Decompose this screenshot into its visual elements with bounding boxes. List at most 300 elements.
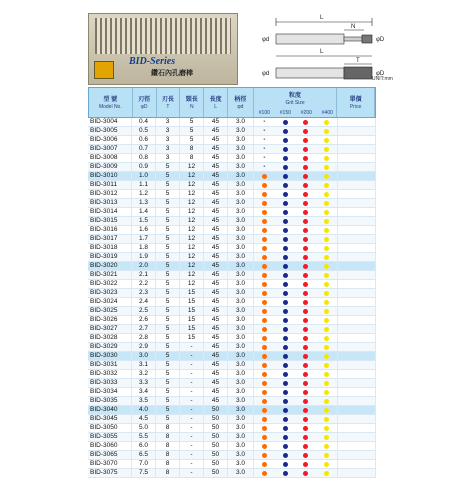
cell-neck-len: 5 [180, 118, 204, 126]
grit-slot [254, 280, 275, 288]
cell-length: 45 [204, 226, 228, 234]
cell-length: 45 [204, 316, 228, 324]
grit-available-dot-icon [303, 246, 308, 251]
grit-available-dot-icon [324, 408, 329, 413]
grit-slot [296, 451, 317, 459]
cell-grit-availability [254, 208, 338, 216]
cell-grit-availability [254, 136, 338, 144]
cell-model: BID-3040 [88, 406, 132, 414]
grit-available-dot-icon [283, 291, 288, 296]
grit-slot [296, 370, 317, 378]
cell-neck-len: - [180, 343, 204, 351]
dim-d-top: φd [262, 37, 270, 43]
cell-price [338, 217, 376, 225]
cell-price [338, 226, 376, 234]
cell-shank-dia: 3.0 [228, 289, 254, 297]
grit-available-dot-icon [283, 138, 288, 143]
table-row [88, 208, 376, 217]
cell-grit-availability [254, 253, 338, 261]
dim-D-top: φD [376, 37, 385, 43]
grit-available-dot-icon [283, 255, 288, 260]
grit-available-dot-icon [303, 210, 308, 215]
cell-blade-len: 8 [156, 451, 180, 459]
cell-dia: 0.5 [132, 127, 156, 135]
grit-available-dot-icon [303, 381, 308, 386]
cell-neck-len: 12 [180, 199, 204, 207]
grit-available-dot-icon [262, 309, 267, 314]
grit-unavailable-dash: - [263, 164, 266, 170]
grit-slot [316, 118, 337, 126]
cell-blade-len: 8 [156, 460, 180, 468]
grit-available-dot-icon [283, 417, 288, 422]
grit-available-dot-icon [283, 336, 288, 341]
grit-slot [316, 442, 337, 450]
cell-model: BID-3050 [88, 424, 132, 432]
cell-shank-dia: 3.0 [228, 271, 254, 279]
grit-slot [316, 361, 337, 369]
cell-neck-len: - [180, 352, 204, 360]
cell-blade-len: 5 [156, 334, 180, 342]
grit-available-dot-icon [303, 453, 308, 458]
cell-shank-dia: 3.0 [228, 172, 254, 180]
cell-model: BID-3005 [88, 127, 132, 135]
cell-price [338, 442, 376, 450]
grit-slot [296, 388, 317, 396]
grit-available-dot-icon [324, 156, 329, 161]
header-model-cn: 型 號 [103, 97, 118, 103]
grit-available-dot-icon [262, 363, 267, 368]
header-grit [254, 88, 337, 117]
cell-model: BID-3009 [88, 163, 132, 171]
cell-grit-availability [254, 118, 338, 126]
cell-price [338, 307, 376, 315]
grit-available-dot-icon [262, 444, 267, 449]
grit-slot [296, 199, 317, 207]
grit-available-dot-icon [283, 426, 288, 431]
grit-slot [316, 280, 337, 288]
cell-shank-dia: 3.0 [228, 406, 254, 414]
grit-available-dot-icon [324, 453, 329, 458]
grit-available-dot-icon [324, 345, 329, 350]
table-row [88, 262, 376, 271]
table-row [88, 415, 376, 424]
cell-dia: 2.1 [132, 271, 156, 279]
grit-slot [275, 370, 296, 378]
grit-available-dot-icon [324, 471, 329, 476]
grit-slot [296, 316, 317, 324]
grit-available-dot-icon [283, 354, 288, 359]
grit-slot [254, 469, 275, 477]
cell-price [338, 406, 376, 414]
grit-slot [275, 226, 296, 234]
grit-slot [254, 208, 275, 216]
grit-slot [296, 424, 317, 432]
cell-grit-availability [254, 199, 338, 207]
grit-slot [316, 469, 337, 477]
header-length [204, 88, 228, 117]
grit-available-dot-icon [283, 228, 288, 233]
header-shank-dia-cn: 柄徑 [234, 97, 247, 103]
cell-dia: 3.3 [132, 379, 156, 387]
cell-grit-availability [254, 271, 338, 279]
table-row [88, 361, 376, 370]
grit-available-dot-icon [303, 444, 308, 449]
grit-available-dot-icon [283, 246, 288, 251]
grit-slot [275, 379, 296, 387]
grit-slot [254, 271, 275, 279]
grit-slot [275, 208, 296, 216]
cell-neck-len: - [180, 433, 204, 441]
cell-dia: 1.4 [132, 208, 156, 216]
grit-slot [254, 424, 275, 432]
grit-available-dot-icon [262, 354, 267, 359]
grit-slot [275, 253, 296, 261]
cell-model: BID-3017 [88, 235, 132, 243]
cell-grit-availability [254, 379, 338, 387]
cell-shank-dia: 3.0 [228, 262, 254, 270]
cell-shank-dia: 3.0 [228, 325, 254, 333]
cell-neck-len: 5 [180, 127, 204, 135]
cell-neck-len: - [180, 460, 204, 468]
grit-slot [316, 388, 337, 396]
grit-available-dot-icon [324, 129, 329, 134]
cell-length: 45 [204, 217, 228, 225]
grit-slot [296, 244, 317, 252]
cell-model: BID-3013 [88, 199, 132, 207]
grit-available-dot-icon [303, 363, 308, 368]
table-row [88, 451, 376, 460]
header-neck-len [180, 88, 204, 117]
table-row [88, 136, 376, 145]
grit-available-dot-icon [324, 192, 329, 197]
cell-model: BID-3033 [88, 379, 132, 387]
cell-blade-len: 5 [156, 379, 180, 387]
cell-price [338, 145, 376, 153]
cell-neck-len: - [180, 469, 204, 477]
grit-slot [254, 289, 275, 297]
cell-blade-len: 5 [156, 280, 180, 288]
cell-price [338, 262, 376, 270]
cell-shank-dia: 3.0 [228, 334, 254, 342]
cell-length: 45 [204, 262, 228, 270]
table-row [88, 172, 376, 181]
cell-dia: 4.0 [132, 406, 156, 414]
cell-neck-len: - [180, 451, 204, 459]
cell-grit-availability [254, 127, 338, 135]
grit-slot [275, 325, 296, 333]
cell-grit-availability [254, 352, 338, 360]
cell-neck-len: 12 [180, 163, 204, 171]
grit-slot [316, 307, 337, 315]
grit-available-dot-icon [283, 372, 288, 377]
grit-available-dot-icon [283, 453, 288, 458]
grit-slot [296, 469, 317, 477]
grit-slot [316, 154, 337, 162]
table-row [88, 316, 376, 325]
grit-available-dot-icon [324, 282, 329, 287]
header-blade-len [157, 88, 181, 117]
grit-available-dot-icon [303, 174, 308, 179]
cell-length: 45 [204, 154, 228, 162]
dim-L-top: L [320, 15, 324, 21]
grit-slot [316, 316, 337, 324]
cell-length: 50 [204, 424, 228, 432]
grit-available-dot-icon [262, 372, 267, 377]
grit-slot [254, 172, 275, 180]
grit-available-dot-icon [283, 471, 288, 476]
cell-model: BID-3032 [88, 370, 132, 378]
cell-grit-availability [254, 433, 338, 441]
grit-available-dot-icon [262, 273, 267, 278]
cell-dia: 2.2 [132, 280, 156, 288]
grit-slot [275, 190, 296, 198]
cell-dia: 6.0 [132, 442, 156, 450]
grit-slot [254, 163, 275, 171]
cell-model: BID-3035 [88, 397, 132, 405]
grit-available-dot-icon [324, 399, 329, 404]
grit-available-dot-icon [324, 426, 329, 431]
cell-dia: 0.6 [132, 136, 156, 144]
dimension-diagram [262, 8, 392, 86]
grit-size-label: #200 [300, 110, 312, 116]
cell-length: 50 [204, 433, 228, 441]
cell-shank-dia: 3.0 [228, 424, 254, 432]
grit-slot [254, 388, 275, 396]
grit-slot [296, 217, 317, 225]
cell-price [338, 244, 376, 252]
cell-dia: 0.9 [132, 163, 156, 171]
grit-available-dot-icon [303, 300, 308, 305]
grit-available-dot-icon [283, 264, 288, 269]
cell-dia: 1.3 [132, 199, 156, 207]
grit-available-dot-icon [262, 201, 267, 206]
grit-slot [296, 172, 317, 180]
cell-dia: 4.5 [132, 415, 156, 423]
cell-shank-dia: 3.0 [228, 127, 254, 135]
cell-model: BID-3014 [88, 208, 132, 216]
grit-available-dot-icon [262, 399, 267, 404]
cell-length: 45 [204, 253, 228, 261]
grit-available-dot-icon [283, 183, 288, 188]
cell-length: 45 [204, 190, 228, 198]
cell-neck-len: 12 [180, 217, 204, 225]
cell-shank-dia: 3.0 [228, 469, 254, 477]
cell-grit-availability [254, 424, 338, 432]
cell-grit-availability [254, 262, 338, 270]
grit-slot [275, 217, 296, 225]
cell-blade-len: 5 [156, 271, 180, 279]
table-row [88, 235, 376, 244]
header-grit-cn: 粒度 [289, 93, 302, 99]
dim-T: T [356, 58, 360, 64]
grit-unavailable-dash: - [263, 128, 266, 134]
cell-length: 50 [204, 415, 228, 423]
cell-blade-len: 3 [156, 136, 180, 144]
cell-price [338, 271, 376, 279]
table-row [88, 325, 376, 334]
cell-shank-dia: 3.0 [228, 118, 254, 126]
grit-available-dot-icon [324, 237, 329, 242]
grit-available-dot-icon [262, 183, 267, 188]
cell-dia: 2.6 [132, 316, 156, 324]
header-blade-len-en: T [166, 104, 170, 110]
table-row [88, 199, 376, 208]
cell-grit-availability [254, 388, 338, 396]
cell-blade-len: 8 [156, 442, 180, 450]
grit-slot [275, 145, 296, 153]
cell-shank-dia: 3.0 [228, 181, 254, 189]
cell-length: 45 [204, 325, 228, 333]
cell-blade-len: 5 [156, 190, 180, 198]
cell-dia: 6.5 [132, 451, 156, 459]
grit-available-dot-icon [303, 219, 308, 224]
grit-available-dot-icon [303, 201, 308, 206]
grit-slot [254, 145, 275, 153]
grit-slot [316, 271, 337, 279]
grit-slot [275, 118, 296, 126]
grit-slot [296, 379, 317, 387]
grit-available-dot-icon [303, 192, 308, 197]
grit-available-dot-icon [324, 201, 329, 206]
cell-dia: 2.5 [132, 307, 156, 315]
cell-grit-availability [254, 316, 338, 324]
header-dia-cn: 刃徑 [138, 97, 151, 103]
grit-available-dot-icon [303, 138, 308, 143]
cell-model: BID-3045 [88, 415, 132, 423]
grit-available-dot-icon [324, 354, 329, 359]
cell-model: BID-3030 [88, 352, 132, 360]
grit-available-dot-icon [262, 435, 267, 440]
grit-slot [296, 415, 317, 423]
grit-slot [254, 397, 275, 405]
grit-slot [316, 163, 337, 171]
cell-neck-len: 12 [180, 181, 204, 189]
cell-blade-len: 8 [156, 469, 180, 477]
grit-slot [316, 451, 337, 459]
header-length-en: L [214, 104, 217, 110]
header-dia-en: φD [140, 104, 148, 110]
grit-available-dot-icon [303, 156, 308, 161]
cell-dia: 2.4 [132, 298, 156, 306]
grit-available-dot-icon [283, 129, 288, 134]
grit-unavailable-dash: - [263, 146, 266, 152]
cell-dia: 1.5 [132, 217, 156, 225]
grit-available-dot-icon [303, 129, 308, 134]
cell-grit-availability [254, 307, 338, 315]
grit-available-dot-icon [303, 264, 308, 269]
cell-grit-availability [254, 172, 338, 180]
grit-available-dot-icon [303, 417, 308, 422]
table-row [88, 397, 376, 406]
cell-dia: 0.8 [132, 154, 156, 162]
grit-available-dot-icon [303, 228, 308, 233]
cell-blade-len: 8 [156, 424, 180, 432]
grit-slot [254, 136, 275, 144]
grit-unavailable-dash: - [263, 119, 266, 125]
grit-slot [316, 379, 337, 387]
unit-label: UNIT:mm [372, 76, 393, 82]
cell-grit-availability [254, 334, 338, 342]
grit-slot [316, 235, 337, 243]
cell-length: 45 [204, 352, 228, 360]
grit-slot [296, 154, 317, 162]
grit-available-dot-icon [283, 273, 288, 278]
cell-blade-len: 5 [156, 370, 180, 378]
grit-available-dot-icon [283, 147, 288, 152]
table-row [88, 406, 376, 415]
grit-slot [254, 442, 275, 450]
grit-available-dot-icon [303, 291, 308, 296]
grit-available-dot-icon [283, 120, 288, 125]
grit-available-dot-icon [262, 390, 267, 395]
cell-neck-len: 12 [180, 253, 204, 261]
cell-neck-len: 8 [180, 145, 204, 153]
table-row [88, 370, 376, 379]
cell-model: BID-3015 [88, 217, 132, 225]
cell-model: BID-3011 [88, 181, 132, 189]
grit-slot [316, 172, 337, 180]
grit-available-dot-icon [303, 435, 308, 440]
cell-blade-len: 5 [156, 352, 180, 360]
cell-shank-dia: 3.0 [228, 217, 254, 225]
grit-available-dot-icon [324, 390, 329, 395]
grit-slot [316, 406, 337, 414]
cell-shank-dia: 3.0 [228, 415, 254, 423]
cell-price [338, 199, 376, 207]
cell-grit-availability [254, 370, 338, 378]
grit-slot [296, 226, 317, 234]
cell-grit-availability [254, 217, 338, 225]
table-row [88, 469, 376, 478]
cell-shank-dia: 3.0 [228, 199, 254, 207]
grit-available-dot-icon [283, 165, 288, 170]
grinding-bits-image [95, 18, 231, 54]
cell-price [338, 370, 376, 378]
cell-shank-dia: 3.0 [228, 136, 254, 144]
grit-size-labels [254, 110, 338, 116]
grit-available-dot-icon [262, 255, 267, 260]
cell-neck-len: - [180, 370, 204, 378]
cell-length: 50 [204, 451, 228, 459]
cell-price [338, 208, 376, 216]
cell-model: BID-3007 [88, 145, 132, 153]
cell-blade-len: 5 [156, 388, 180, 396]
cell-dia: 1.6 [132, 226, 156, 234]
cell-length: 45 [204, 334, 228, 342]
grit-available-dot-icon [324, 210, 329, 215]
grit-size-label: #400 [321, 110, 333, 116]
cell-dia: 0.4 [132, 118, 156, 126]
grit-available-dot-icon [324, 174, 329, 179]
grit-available-dot-icon [283, 390, 288, 395]
grit-available-dot-icon [324, 228, 329, 233]
cell-neck-len: 15 [180, 325, 204, 333]
cell-dia: 5.0 [132, 424, 156, 432]
cell-grit-availability [254, 154, 338, 162]
grit-available-dot-icon [324, 120, 329, 125]
cell-price [338, 424, 376, 432]
cell-price [338, 154, 376, 162]
cell-blade-len: 5 [156, 298, 180, 306]
grit-slot [275, 289, 296, 297]
table-row [88, 127, 376, 136]
grit-available-dot-icon [324, 336, 329, 341]
grit-available-dot-icon [283, 399, 288, 404]
header-grit-en: Grit Size [285, 100, 305, 106]
cell-price [338, 361, 376, 369]
grit-slot [316, 136, 337, 144]
cell-shank-dia: 3.0 [228, 343, 254, 351]
